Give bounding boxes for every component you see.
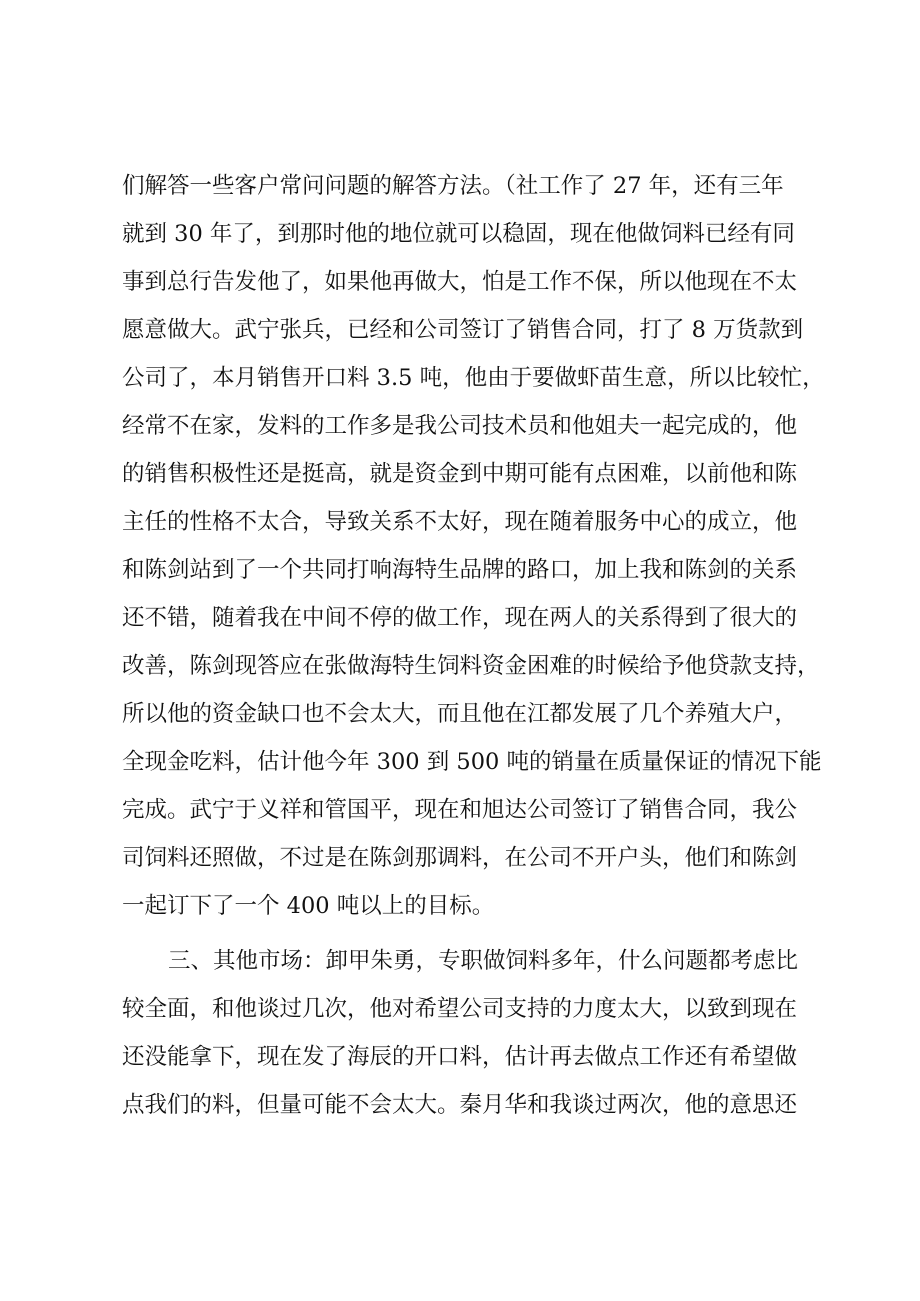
text-line: 三、其他市场：卸甲朱勇，专职做饲料多年，什么问题都考虑比	[168, 948, 799, 974]
text-line: 完成。武宁于义祥和管国平，现在和旭达公司签订了销售合同，我公	[122, 797, 798, 823]
paragraph-1	[122, 162, 825, 930]
text-line: 改善，陈剑现答应在张做海特生饲料资金困难的时候给予他贷款支持，	[122, 653, 820, 679]
text-line: 经常不在家，发料的工作多是我公司技术员和他姐夫一起完成的，他	[122, 413, 798, 439]
text-line: 们解答一些客户常问问题的解答方法。（社工作了 27 年，还有三年	[122, 173, 784, 199]
text-line: 全现金吃料，估计他今年 300 到 500 吨的销量在质量保证的情况下能	[122, 749, 822, 775]
text-line: 较全面，和他谈过几次，他对希望公司支持的力度太大，以致到现在	[122, 996, 798, 1022]
text-line: 点我们的料，但量可能不会太大。秦月华和我谈过两次，他的意思还	[122, 1092, 798, 1118]
text-line: 愿意做大。武宁张兵，已经和公司签订了销售合同，打了 8 万货款到	[122, 317, 804, 343]
text-line: 所以他的资金缺口也不会太大，而且他在江都发展了几个养殖大户，	[122, 701, 798, 727]
text-line: 和陈剑站到了一个共同打响海特生品牌的路口，加上我和陈剑的关系	[122, 557, 798, 583]
text-line: 的销售积极性还是挺高，就是资金到中期可能有点困难，以前他和陈	[122, 461, 798, 487]
text-line: 主任的性格不太合，导致关系不太好，现在随着服务中心的成立，他	[122, 509, 798, 535]
text-line: 就到 30 年了，到那时他的地位就可以稳固，现在他做饲料已经有同	[122, 221, 795, 247]
text-line: 还没能拿下，现在发了海辰的开口料，估计再去做点工作还有希望做	[122, 1044, 798, 1070]
text-line: 事到总行告发他了，如果他再做大，怕是工作不保，所以他现在不太	[122, 269, 798, 295]
text-line: 一起订下了一个 400 吨以上的目标。	[122, 893, 495, 919]
paragraph-2	[122, 937, 822, 1129]
text-line: 还不错，随着我在中间不停的做工作，现在两人的关系得到了很大的	[122, 605, 798, 631]
text-line: 司饲料还照做，不过是在陈剑那调料，在公司不开户头，他们和陈剑	[122, 845, 798, 871]
text-line: 公司了，本月销售开口料 3.5 吨，他由于要做虾苗生意，所以比较忙，	[122, 365, 825, 391]
